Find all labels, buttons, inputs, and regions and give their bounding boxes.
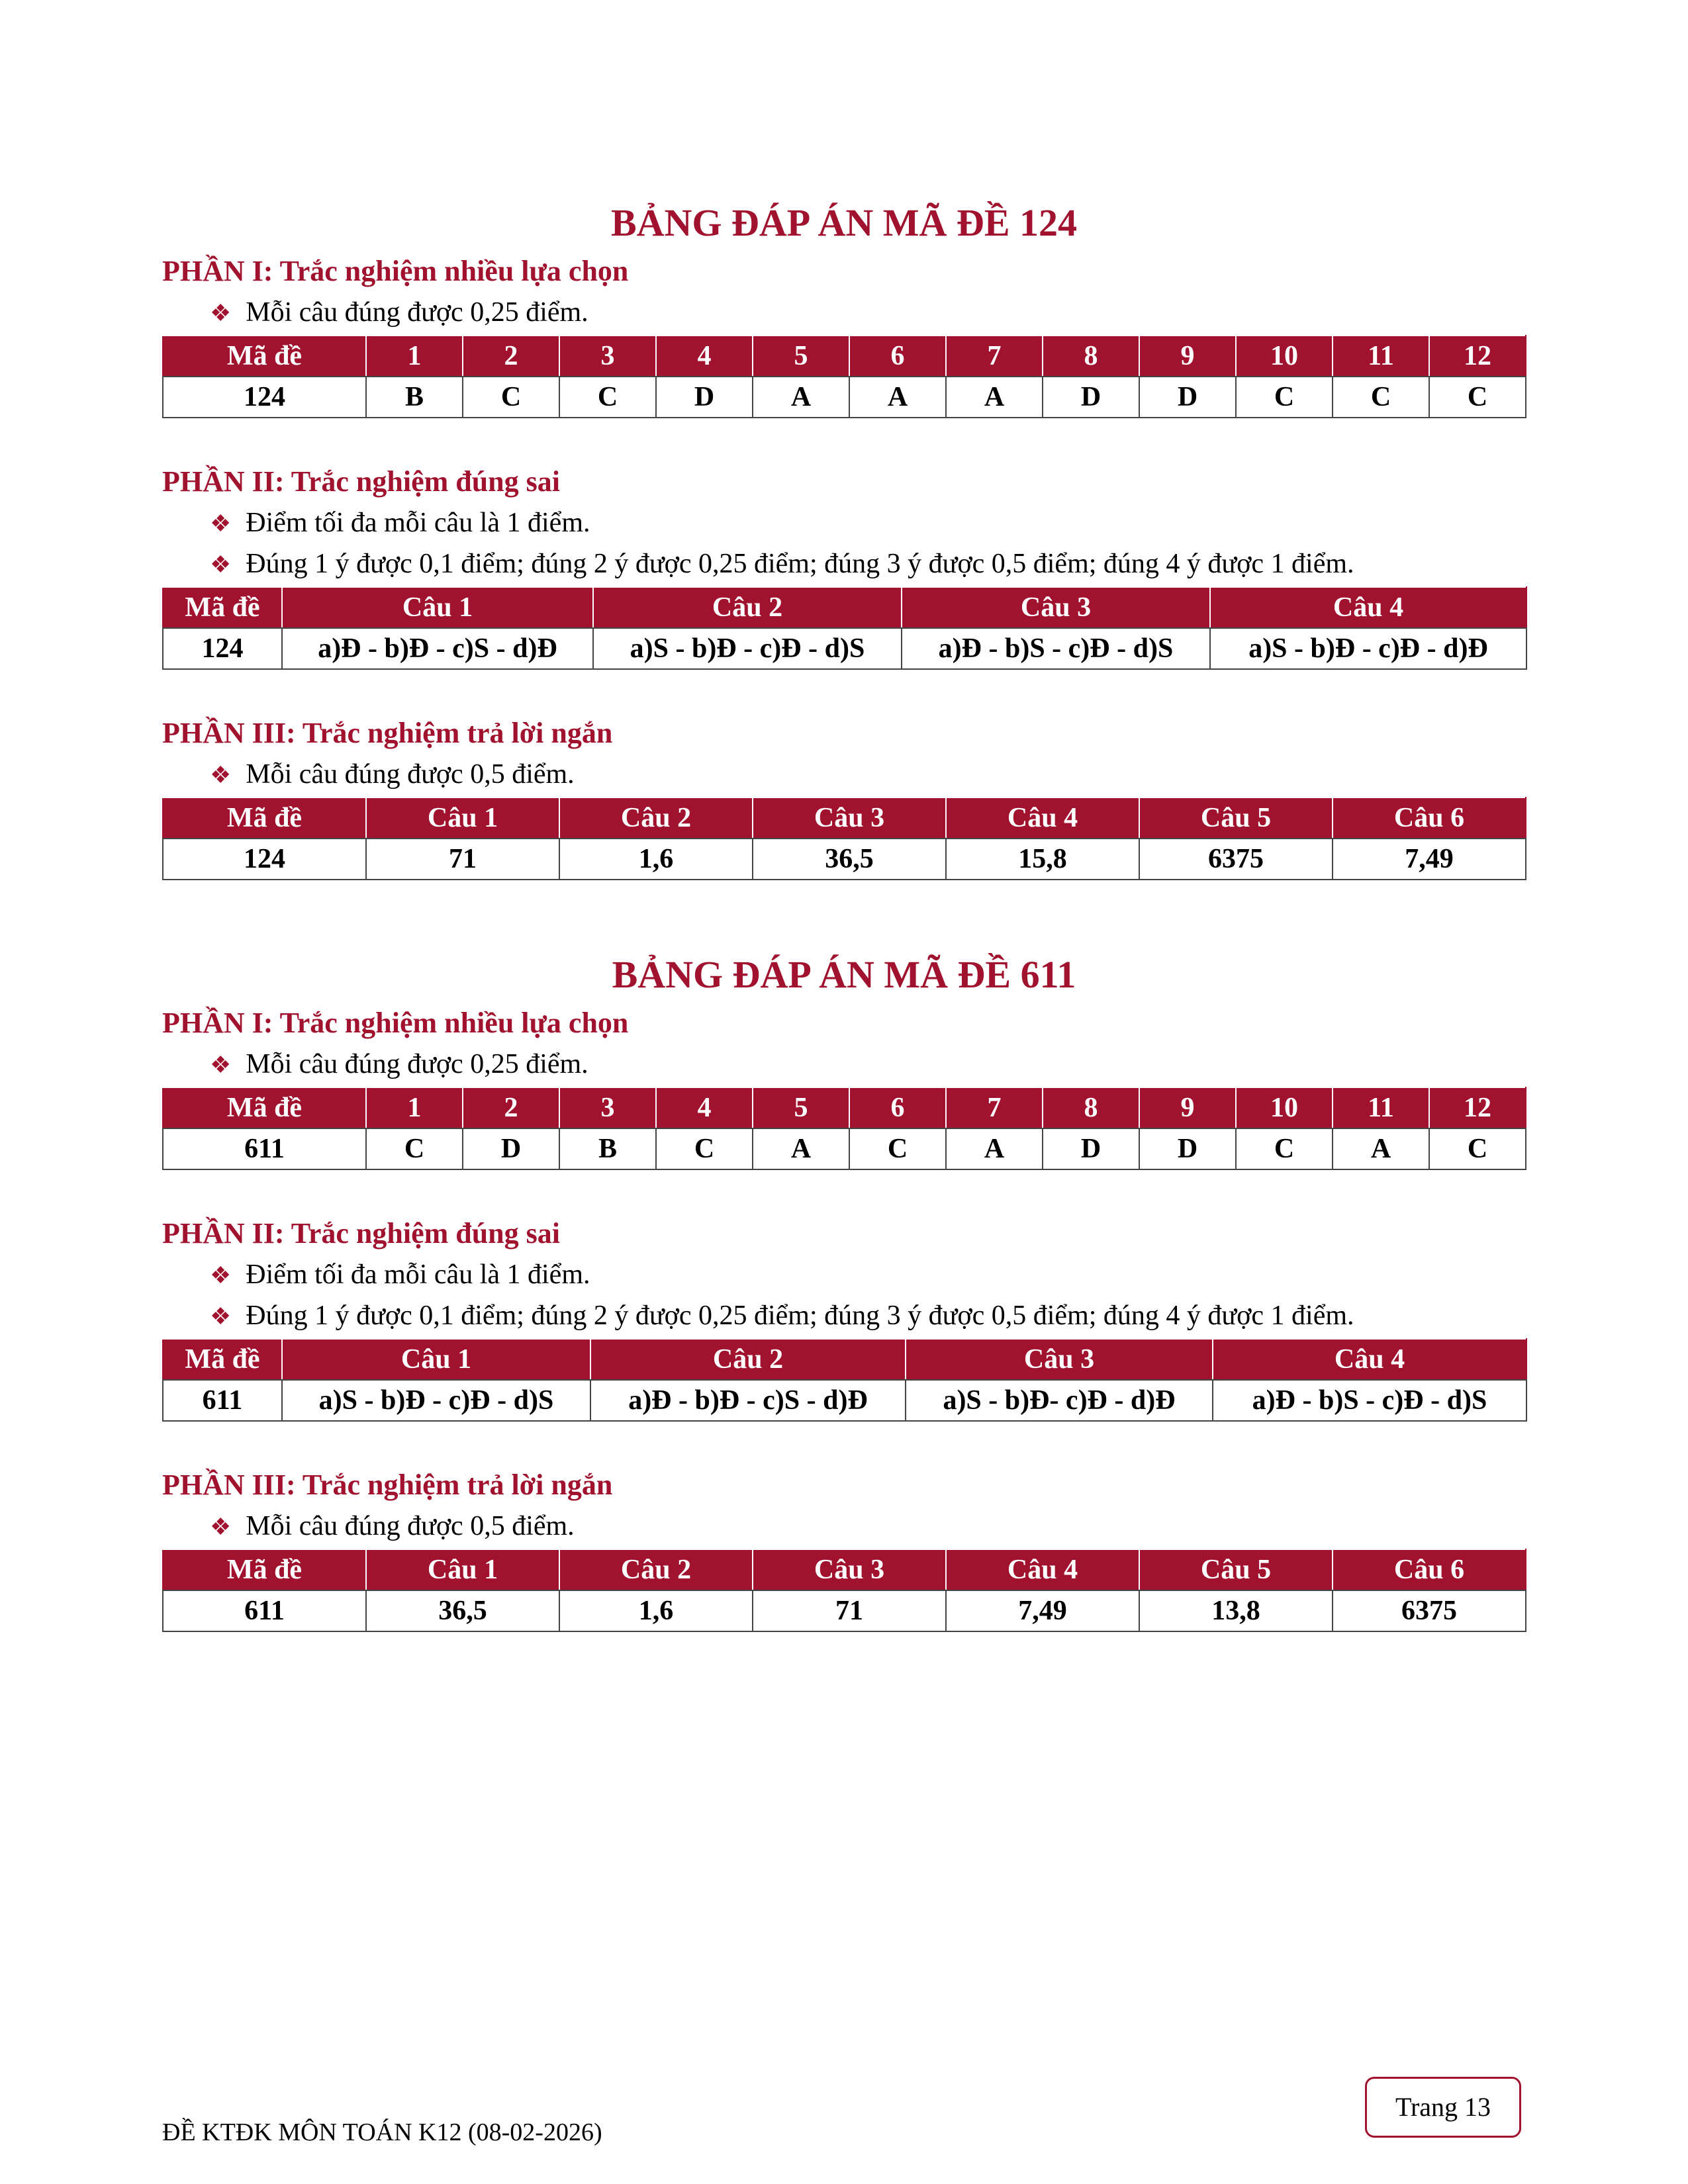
header-cell: Câu 2: [559, 797, 753, 839]
header-cell: Câu 4: [946, 1549, 1139, 1590]
section-title: BẢNG ĐÁP ÁN MÃ ĐỀ 124: [610, 201, 1078, 244]
header-cell: 9: [1139, 1087, 1236, 1128]
header-cell: 1: [366, 336, 463, 377]
answer-cell: 71: [753, 1590, 946, 1631]
answer-cell: D: [1043, 1128, 1139, 1169]
header-cell: Câu 4: [1213, 1339, 1526, 1380]
part3-heading: PHẦN III: Trắc nghiệm trả lời ngắn: [162, 717, 613, 749]
table-header-row: [163, 1087, 1526, 1128]
header-cell: 5: [753, 336, 849, 377]
part1-note: ❖ Mỗi câu đúng được 0,25 điểm.: [210, 297, 588, 328]
answer-cell: B: [366, 377, 463, 418]
part3-table: [162, 797, 1526, 880]
part1-table: [162, 335, 1526, 418]
answer-cell: A: [946, 377, 1043, 418]
part2-note: ❖ Đúng 1 ý được 0,1 điểm; đúng 2 ý được 0,25 điểm; đúng 3 ý được 0,5 điểm; đúng 4 ý được 1 điểm.: [210, 549, 1354, 579]
header-cell: 8: [1043, 336, 1139, 377]
table-header-row: [163, 1549, 1526, 1590]
header-cell: 11: [1333, 1087, 1429, 1128]
header-cell: 2: [463, 1087, 559, 1128]
answer-cell: D: [463, 1128, 559, 1169]
table-header-row: [163, 1339, 1526, 1380]
answer-cell: D: [1139, 1128, 1236, 1169]
answer-cell: C: [849, 1128, 946, 1169]
answer-cell: C: [1236, 1128, 1333, 1169]
header-cell: Câu 3: [902, 587, 1210, 628]
answer-cell: 124: [163, 628, 282, 669]
header-cell: Câu 3: [753, 1549, 946, 1590]
diamond-bullet-icon: ❖: [210, 762, 232, 788]
header-cell: Câu 2: [559, 1549, 753, 1590]
header-cell: 4: [656, 1087, 753, 1128]
answer-cell: A: [753, 377, 849, 418]
part2-heading: PHẦN II: Trắc nghiệm đúng sai: [162, 1217, 561, 1250]
answer-cell: 124: [163, 377, 366, 418]
table-row: [163, 1380, 1526, 1421]
diamond-bullet-icon: ❖: [210, 1514, 232, 1540]
header-cell: 12: [1429, 336, 1526, 377]
header-cell: 6: [849, 1087, 946, 1128]
header-cell: Câu 1: [282, 587, 593, 628]
part2-table: [162, 1338, 1527, 1422]
answer-cell: 15,8: [946, 839, 1139, 880]
answer-cell: a)S - b)Đ - c)Đ - d)S: [282, 1380, 590, 1421]
header-cell: 4: [656, 336, 753, 377]
answer-cell: 611: [163, 1128, 366, 1169]
answer-cell: 13,8: [1139, 1590, 1333, 1631]
header-cell: 3: [559, 336, 656, 377]
part2-table: [162, 586, 1527, 670]
part1-heading: PHẦN I: Trắc nghiệm nhiều lựa chọn: [162, 1007, 629, 1039]
answer-cell: A: [753, 1128, 849, 1169]
part2-note: ❖ Điểm tối đa mỗi câu là 1 điểm.: [210, 508, 590, 538]
diamond-bullet-icon: ❖: [210, 551, 232, 578]
header-cell: 7: [946, 336, 1043, 377]
answer-cell: 71: [366, 839, 559, 880]
header-cell: Câu 1: [282, 1339, 590, 1380]
header-cell: 9: [1139, 336, 1236, 377]
header-cell: Câu 4: [946, 797, 1139, 839]
answer-cell: 611: [163, 1590, 366, 1631]
header-cell: Câu 3: [753, 797, 946, 839]
header-cell: Câu 1: [366, 1549, 559, 1590]
table-row: [163, 377, 1526, 418]
answer-cell: 6375: [1333, 1590, 1526, 1631]
answer-cell: B: [559, 1128, 656, 1169]
part3-note: ❖ Mỗi câu đúng được 0,5 điểm.: [210, 1511, 575, 1541]
answer-cell: a)S - b)Đ- c)Đ - d)Đ: [906, 1380, 1213, 1421]
answer-cell: a)S - b)Đ - c)Đ - d)S: [593, 628, 902, 669]
header-cell: 10: [1236, 1087, 1333, 1128]
header-cell: 10: [1236, 336, 1333, 377]
section-title: BẢNG ĐÁP ÁN MÃ ĐỀ 611: [612, 953, 1076, 996]
answer-cell: 7,49: [946, 1590, 1139, 1631]
diamond-bullet-icon: ❖: [210, 510, 232, 537]
header-cell: Mã đề: [163, 1087, 366, 1128]
answer-cell: D: [1139, 377, 1236, 418]
part2-note: ❖ Đúng 1 ý được 0,1 điểm; đúng 2 ý được 0,25 điểm; đúng 3 ý được 0,5 điểm; đúng 4 ý được 1 điểm.: [210, 1300, 1354, 1331]
header-cell: Câu 5: [1139, 1549, 1333, 1590]
answer-cell: D: [656, 377, 753, 418]
answer-cell: C: [1333, 377, 1429, 418]
answer-cell: C: [656, 1128, 753, 1169]
diamond-bullet-icon: ❖: [210, 1303, 232, 1330]
diamond-bullet-icon: ❖: [210, 1052, 232, 1078]
table-row: [163, 1128, 1526, 1169]
part1-note: ❖ Mỗi câu đúng được 0,25 điểm.: [210, 1049, 588, 1079]
diamond-bullet-icon: ❖: [210, 1262, 232, 1289]
part2-note: ❖ Điểm tối đa mỗi câu là 1 điểm.: [210, 1259, 590, 1290]
table-row: [163, 628, 1526, 669]
header-cell: Câu 3: [906, 1339, 1213, 1380]
header-cell: 5: [753, 1087, 849, 1128]
header-cell: Mã đề: [163, 1339, 282, 1380]
header-cell: Mã đề: [163, 797, 366, 839]
header-cell: Mã đề: [163, 336, 366, 377]
answer-cell: a)Đ - b)Đ - c)S - d)Đ: [590, 1380, 906, 1421]
answer-cell: C: [1429, 1128, 1526, 1169]
table-header-row: [163, 797, 1526, 839]
answer-cell: 1,6: [559, 839, 753, 880]
header-cell: 11: [1333, 336, 1429, 377]
footer-text: ĐỀ KTĐK MÔN TOÁN K12 (08-02-2026): [162, 2118, 602, 2146]
answer-cell: C: [463, 377, 559, 418]
answer-cell: a)Đ - b)S - c)Đ - d)S: [902, 628, 1210, 669]
header-cell: Câu 6: [1333, 797, 1526, 839]
answer-cell: a)Đ - b)Đ - c)S - d)Đ: [282, 628, 593, 669]
header-cell: 8: [1043, 1087, 1139, 1128]
header-cell: Mã đề: [163, 1549, 366, 1590]
header-cell: Câu 1: [366, 797, 559, 839]
answer-cell: 611: [163, 1380, 282, 1421]
part3-note: ❖ Mỗi câu đúng được 0,5 điểm.: [210, 759, 575, 790]
header-cell: 3: [559, 1087, 656, 1128]
table-row: [163, 1590, 1526, 1631]
diamond-bullet-icon: ❖: [210, 300, 232, 326]
part3-table: [162, 1549, 1526, 1632]
answer-cell: C: [1429, 377, 1526, 418]
table-header-row: [163, 336, 1526, 377]
part2-heading: PHẦN II: Trắc nghiệm đúng sai: [162, 465, 561, 498]
answer-cell: 1,6: [559, 1590, 753, 1631]
answer-cell: C: [1236, 377, 1333, 418]
part1-heading: PHẦN I: Trắc nghiệm nhiều lựa chọn: [162, 255, 629, 287]
part3-heading: PHẦN III: Trắc nghiệm trả lời ngắn: [162, 1469, 613, 1501]
answer-cell: C: [366, 1128, 463, 1169]
answer-cell: 36,5: [753, 839, 946, 880]
answer-cell: 124: [163, 839, 366, 880]
part1-table: [162, 1087, 1526, 1170]
header-cell: Câu 4: [1210, 587, 1526, 628]
answer-cell: A: [946, 1128, 1043, 1169]
answer-cell: 6375: [1139, 839, 1333, 880]
answer-cell: 7,49: [1333, 839, 1526, 880]
header-cell: Câu 6: [1333, 1549, 1526, 1590]
answer-cell: C: [559, 377, 656, 418]
header-cell: 2: [463, 336, 559, 377]
header-cell: Câu 5: [1139, 797, 1333, 839]
header-cell: 12: [1429, 1087, 1526, 1128]
header-cell: Câu 2: [593, 587, 902, 628]
header-cell: 1: [366, 1087, 463, 1128]
answer-cell: D: [1043, 377, 1139, 418]
answer-cell: A: [849, 377, 946, 418]
header-cell: Câu 2: [590, 1339, 906, 1380]
header-cell: 6: [849, 336, 946, 377]
answer-cell: a)Đ - b)S - c)Đ - d)S: [1213, 1380, 1526, 1421]
header-cell: 7: [946, 1087, 1043, 1128]
header-cell: Mã đề: [163, 587, 282, 628]
answer-cell: a)S - b)Đ - c)Đ - d)Đ: [1210, 628, 1526, 669]
answer-cell: 36,5: [366, 1590, 559, 1631]
table-row: [163, 839, 1526, 880]
page-number-box: Trang 13: [1365, 2077, 1521, 2138]
table-header-row: [163, 587, 1526, 628]
answer-cell: A: [1333, 1128, 1429, 1169]
